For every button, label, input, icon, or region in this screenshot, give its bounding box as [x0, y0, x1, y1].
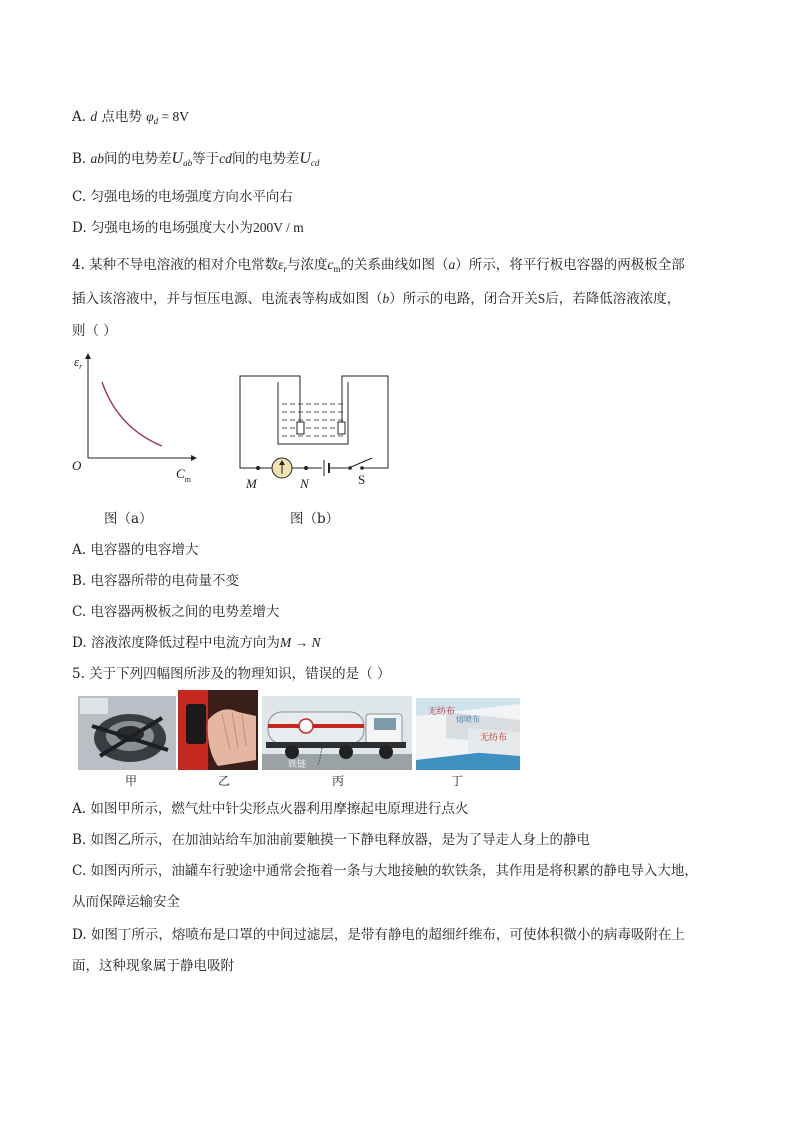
photo-gas-stove [78, 696, 176, 770]
q3-option-b: B. ab间的电势差$U_{ab}$等于cd间的电势差$U_{cd}$ [72, 150, 320, 168]
q4-stem-line-3: 则（ ） [72, 323, 117, 339]
origin-label: O [72, 458, 82, 473]
y-axis-label: $\varepsilon_r$ [74, 354, 83, 371]
solution-container [278, 382, 348, 444]
photo-4-caption: 丁 [451, 774, 464, 788]
static-discharger-icon [178, 690, 258, 770]
label-s: S [358, 472, 366, 487]
q4-option-d: D. 溶液浓度降低过程中电流方向为M → N [72, 635, 321, 651]
q3-option-c: C. 匀强电场的电场强度方向水平向右 [72, 189, 293, 205]
tanker-truck-icon [262, 696, 412, 770]
chain-label: 铁链 [288, 760, 307, 770]
photo-tanker-truck [262, 696, 412, 770]
q5-stem: 5. 关于下列四幅图所涉及的物理知识，错误的是（ ） [72, 666, 391, 682]
mask-label-2: 熔喷布 [456, 715, 480, 724]
wire-right [342, 376, 388, 468]
q5-option-d: D. 如图丁所示，熔喷布是口罩的中间过滤层，是带有静电的超细纤维布，可使体积微小的病毒吸附在上 [72, 927, 685, 943]
photo-3-caption: 丙 [332, 774, 345, 788]
photo-mask-layers [416, 698, 520, 770]
figure-b-caption: 图（b） [290, 511, 340, 527]
q5-option-d-cont: 面，这种现象属于静电吸附 [72, 958, 234, 974]
mask-label-3: 无纺布 [480, 733, 508, 743]
q3-option-d: D. 匀强电场的电场强度大小为200V / m [72, 220, 304, 236]
gas-stove-icon [78, 696, 176, 770]
capacitor-plate-right [338, 422, 345, 434]
photo-2-caption: 乙 [218, 774, 231, 788]
figure-a-graph [70, 350, 200, 490]
q5-option-c-cont: 从而保障运输安全 [72, 894, 180, 910]
q5-option-a: A. 如图甲所示，燃气灶中针尖形点火器利用摩擦起电原理进行点火 [72, 801, 469, 817]
photo-static-discharger [178, 690, 258, 770]
permittivity-curve [102, 382, 162, 446]
solution-liquid [282, 404, 344, 436]
q4-option-b: B. 电容器所带的电荷量不变 [72, 573, 240, 589]
x-axis-label: $C_m$ [176, 466, 191, 484]
q5-option-c: C. 如图丙所示，油罐车行驶途中通常会拖着一条与大地接触的软铁条，其作用是将积累的静电导入大地， [72, 863, 698, 879]
q3-option-a: A. d 点电势 $\varphi_d = 8V$ [72, 109, 190, 126]
q4-stem-line-1: 4. 某种不导电溶液的相对介电常数$\varepsilon_r$与浓度$c_m$的关系曲线如图（a）所示，将平行板电容器的两极板全部 [72, 257, 685, 274]
label-m: M [246, 476, 257, 491]
node-n [304, 466, 308, 470]
q4-option-c: C. 电容器两极板之间的电势差增大 [72, 604, 280, 620]
wire-left [240, 376, 300, 468]
q5-option-b: B. 如图乙所示，在加油站给车加油前要触摸一下静电释放器，是为了导走人身上的静电 [72, 832, 591, 848]
q4-option-a: A. 电容器的电容增大 [72, 542, 199, 558]
mask-label-1: 无纺布 [428, 707, 456, 717]
node-m [256, 466, 260, 470]
figure-a-caption: 图（a） [104, 511, 153, 527]
capacitor-plate-left [297, 422, 304, 434]
figure-b-circuit [234, 372, 396, 492]
label-n: N [300, 476, 309, 491]
q4-stem-line-2: 插入该溶液中，并与恒压电源、电流表等构成如图（b）所示的电路，闭合开关S后，若降低溶液浓度， [72, 291, 681, 307]
photo-1-caption: 甲 [125, 774, 138, 788]
